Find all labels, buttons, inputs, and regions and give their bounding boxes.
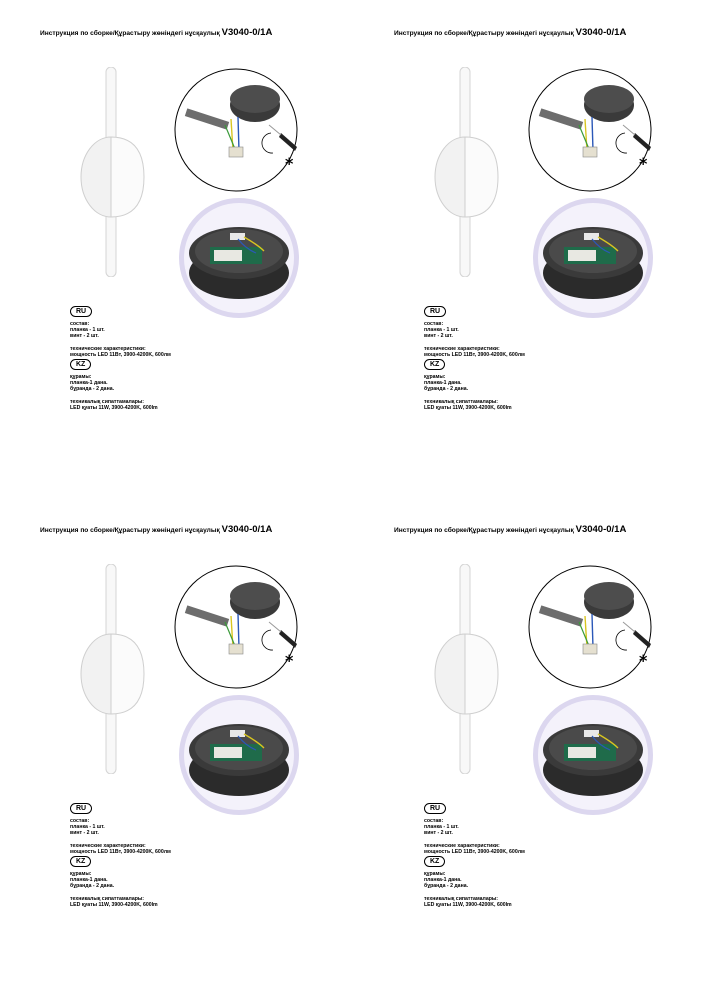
ru-badge: RU xyxy=(424,803,446,814)
kz-set-item: бұранда - 2 дана. xyxy=(70,883,115,890)
title-text: Инструкция по сборке/Құрастыру жөніндегі нұсқаулық xyxy=(394,30,574,37)
kz-set-item: планка-1 дана. xyxy=(424,380,462,387)
lamp-illustration xyxy=(76,564,146,774)
kz-badge: KZ xyxy=(424,856,445,867)
kz-tech-line: LED қуаты 11W, 3900-4200K, 600lm xyxy=(70,404,158,411)
ru-badge: RU xyxy=(424,306,446,317)
instruction-title xyxy=(40,27,272,38)
svg-text:*: * xyxy=(639,154,648,173)
svg-text:*: * xyxy=(285,651,294,670)
kz-set-heading: құрамы: xyxy=(70,374,92,381)
model-number: V3040-0/1A xyxy=(221,524,273,535)
kz-badge: KZ xyxy=(70,856,91,867)
instruction-title xyxy=(394,524,626,535)
instruction-panel xyxy=(38,27,378,507)
model-number: V3040-0/1A xyxy=(575,524,627,535)
ru-tech-line: мощность LED 11Вт, 3900-4200K, 600лм xyxy=(70,351,171,358)
ru-set-item: планка - 1 шт. xyxy=(70,327,105,334)
driver-photo xyxy=(176,195,302,321)
kz-set-item: планка-1 дана. xyxy=(70,380,108,387)
kz-set-item: планка-1 дана. xyxy=(424,877,462,884)
driver-photo xyxy=(530,692,656,818)
ru-tech-line: мощность LED 11Вт, 3900-4200K, 600лм xyxy=(424,848,525,855)
ru-set-item: планка - 1 шт. xyxy=(424,824,459,831)
instruction-panel xyxy=(38,524,378,1004)
kz-set-item: планка-1 дана. xyxy=(70,877,108,884)
specifications xyxy=(424,802,644,908)
instruction-panel xyxy=(392,27,707,507)
instruction-title xyxy=(40,524,272,535)
instruction-panel xyxy=(392,524,707,1004)
ru-tech-line: мощность LED 11Вт, 3900-4200K, 600лм xyxy=(70,848,171,855)
ru-set-heading: состав: xyxy=(424,818,444,824)
ru-tech-heading: технические характеристики: xyxy=(70,345,146,352)
ru-tech-line: мощность LED 11Вт, 3900-4200K, 600лм xyxy=(424,351,525,358)
kz-tech-heading: техникалық сипаттамалары: xyxy=(70,895,145,902)
kz-set-item: бұранда - 2 дана. xyxy=(424,386,469,393)
wiring-diagram xyxy=(173,67,299,193)
kz-set-heading: құрамы: xyxy=(424,871,446,878)
kz-tech-heading: техникалық сипаттамалары: xyxy=(424,398,499,405)
ru-tech-heading: технические характеристики: xyxy=(424,842,500,849)
ru-badge: RU xyxy=(70,306,92,317)
ru-set-heading: состав: xyxy=(424,321,444,327)
kz-tech-heading: техникалық сипаттамалары: xyxy=(424,895,499,902)
specifications xyxy=(70,305,290,411)
kz-tech-line: LED қуаты 11W, 3900-4200K, 600lm xyxy=(424,901,512,908)
kz-set-item: бұранда - 2 дана. xyxy=(424,883,469,890)
kz-badge: KZ xyxy=(70,359,91,370)
instruction-title xyxy=(394,27,626,38)
wiring-diagram xyxy=(527,67,653,193)
ru-set-item: планка - 1 шт. xyxy=(70,824,105,831)
ru-tech-heading: технические характеристики: xyxy=(424,345,500,352)
ru-set-item: винт - 2 шт. xyxy=(70,333,99,340)
model-number: V3040-0/1A xyxy=(221,27,273,38)
ru-set-item: планка - 1 шт. xyxy=(424,327,459,334)
driver-photo xyxy=(530,195,656,321)
lamp-illustration xyxy=(76,67,146,277)
title-text: Инструкция по сборке/Құрастыру жөніндегі нұсқаулық xyxy=(394,527,574,534)
title-text: Инструкция по сборке/Құрастыру жөніндегі нұсқаулық xyxy=(40,30,220,37)
kz-tech-heading: техникалық сипаттамалары: xyxy=(70,398,145,405)
title-text: Инструкция по сборке/Құрастыру жөніндегі нұсқаулық xyxy=(40,527,220,534)
wiring-diagram xyxy=(173,564,299,690)
kz-set-item: бұранда - 2 дана. xyxy=(70,386,115,393)
ru-badge: RU xyxy=(70,803,92,814)
kz-badge: KZ xyxy=(424,359,445,370)
lamp-illustration xyxy=(430,564,500,774)
wiring-diagram xyxy=(527,564,653,690)
ru-set-item: винт - 2 шт. xyxy=(70,830,99,837)
kz-tech-line: LED қуаты 11W, 3900-4200K, 600lm xyxy=(70,901,158,908)
ru-set-heading: состав: xyxy=(70,321,90,327)
ru-tech-heading: технические характеристики: xyxy=(70,842,146,849)
specifications xyxy=(424,305,644,411)
svg-text:*: * xyxy=(285,154,294,173)
lamp-illustration xyxy=(430,67,500,277)
model-number: V3040-0/1A xyxy=(575,27,627,38)
ru-set-item: винт - 2 шт. xyxy=(424,333,453,340)
specifications xyxy=(70,802,290,908)
ru-set-heading: состав: xyxy=(70,818,90,824)
svg-text:*: * xyxy=(639,651,648,670)
ru-set-item: винт - 2 шт. xyxy=(424,830,453,837)
kz-tech-line: LED қуаты 11W, 3900-4200K, 600lm xyxy=(424,404,512,411)
kz-set-heading: құрамы: xyxy=(70,871,92,878)
driver-photo xyxy=(176,692,302,818)
kz-set-heading: құрамы: xyxy=(424,374,446,381)
